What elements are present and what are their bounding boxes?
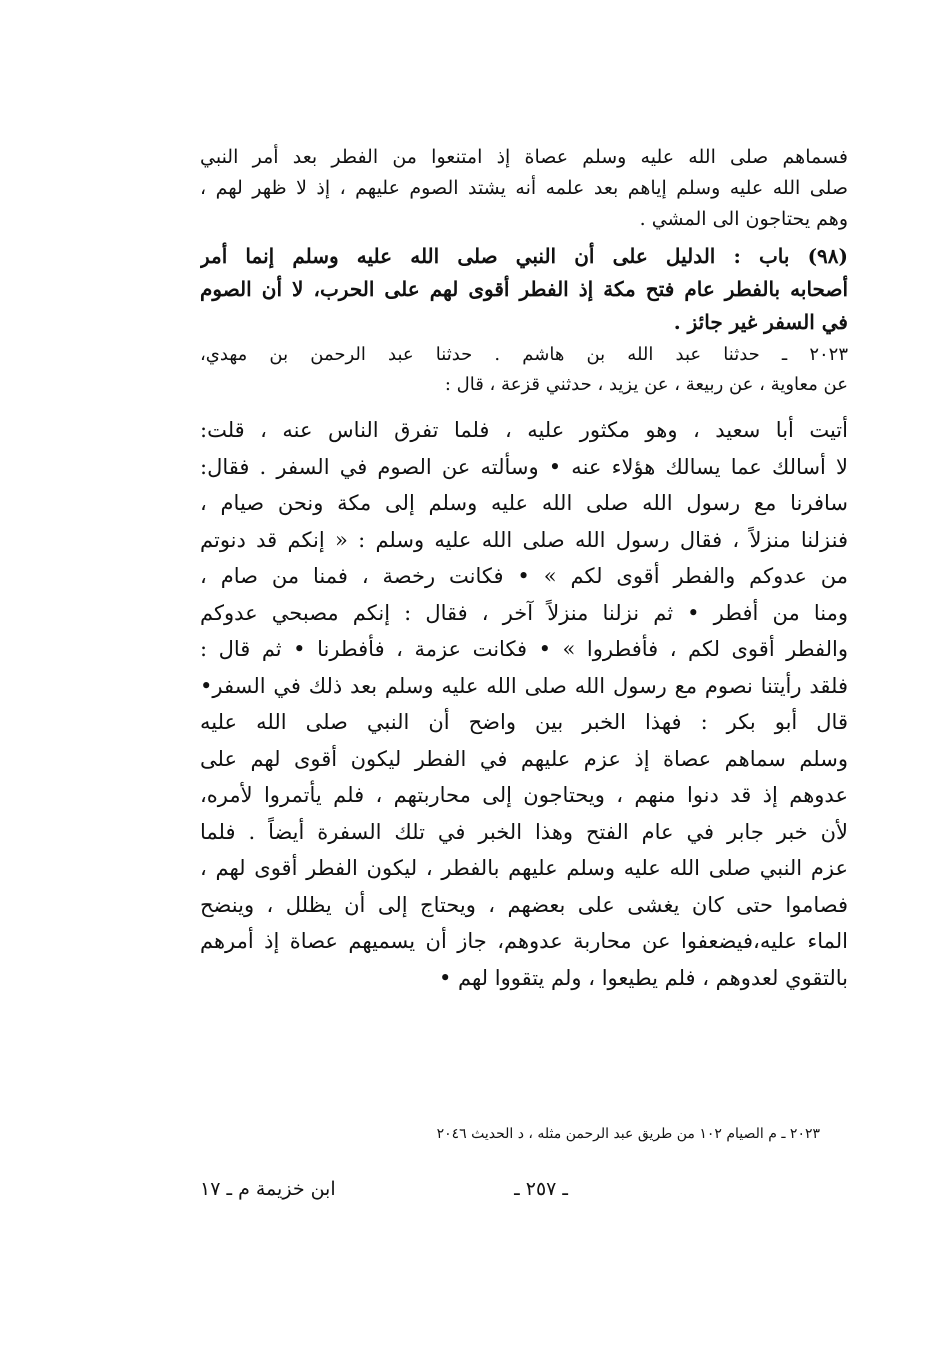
footnote: ٢٠٢٣ ـ م الصيام ١٠٢ من طريق عبد الرحمن مثله ، د الحديث ٢٠٤٦ [436, 1126, 820, 1142]
body-line: بالتقوي لعدوهم ، فلم يطيعوا ، ولم يتقووا لهم • [438, 965, 848, 990]
text-line: صلى الله عليه وسلم إياهم بعد علمه أنه يشتد الصوم عليهم ، إذ لا ظهر لهم ، [200, 177, 848, 199]
heading-line: في السفر غير جائز . [673, 310, 848, 334]
body-line: فلقد رأيتنا نصوم مع رسول الله صلى الله عليه وسلم بعد ذلك في السفر• [200, 673, 848, 698]
body-line: عزم النبي صلى الله عليه وسلم عليهم بالفطر ، ليكون الفطر أقوى لهم ، [200, 856, 848, 880]
chain-line: عن معاوية ، عن ربيعة ، عن يزيد ، حدثني قزعة ، قال : [444, 374, 848, 395]
body-line: سافرنا مع رسول الله صلى الله عليه وسلم إلى مكة ونحن صيام ، [200, 491, 848, 515]
heading-line: (٩٨) باب : الدليل على أن النبي صلى الله عليه وسلم إنما أمر [200, 244, 848, 268]
body-line: فصاموا حتى كان يغشى على بعضهم ، ويحتاج إلى أن يظلل ، وينضح [200, 892, 848, 917]
text-line: وهم يحتاجون الى المشي . [639, 208, 848, 230]
body-line: والفطر أقوى لكم ، فأفطروا » • فكانت عزمة ، فأفطرنا • ثم قال : [200, 637, 848, 661]
body-line: ومنا من أفطر • ثم نزلنا منزلاً آخر ، فقال : إنكم مصبحي عدوكم [200, 600, 848, 625]
book-signature: ابن خزيمة م ـ ١٧ [200, 1178, 336, 1200]
body-line: فنزلنا منزلاً ، فقال رسول الله صلى الله عليه وسلم : « إنكم قد دنوتم [200, 527, 848, 552]
chain-line: ٢٠٢٣ ـ حدثنا عبد الله بن هاشم . حدثنا عبد الرحمن بن مهدي، [200, 344, 848, 365]
text-line: فسماهم صلى الله عليه وسلم عصاة إذ امتنعوا من الفطر بعد أمر النبي [200, 146, 848, 168]
hadith-body [200, 412, 848, 996]
body-line: لا أسالك عما يسالك هؤلاء عنه • وسألته عن الصوم في السفر . فقال: [200, 454, 848, 479]
page-number: ـ ٢٥٧ ـ [514, 1178, 568, 1200]
hadith-chain [200, 340, 848, 400]
body-line: وسلم سماهم عصاة إذ عزم عليهم في الفطر ليكون أقوى لهم على [200, 746, 848, 771]
body-line: من عدوكم والفطر أقوى لكم » • فكانت رخصة ، فمنا من صام ، [200, 564, 848, 588]
body-line: أتيت أبا سعيد ، وهو مكثور عليه ، فلما تفرق الناس عنه ، قلت: [200, 418, 848, 442]
body-line: قال أبو بكر : فهذا الخبر بين واضح أن النبي صلى الله عليه [200, 710, 848, 734]
chapter-heading [200, 240, 848, 339]
heading-line: أصحابه بالفطر عام فتح مكة إذ الفطر أقوى لهم على الحرب، لا أن الصوم [200, 277, 848, 301]
body-line: عدوهم إذ قد دنوا منهم ، ويحتاجون إلى محاربتهم ، فلم يأتمروا لأمره، [200, 783, 848, 807]
body-line: لأن خبر جابر في عام الفتح وهذا الخبر في تلك السفرة أيضاً . فلما [200, 819, 848, 844]
body-line: الماء عليه،فيضعفوا عن محاربة عدوهم، جاز أن يسميهم عصاة إذ أمرهم [200, 929, 848, 953]
page-footer [200, 1178, 848, 1208]
intro-paragraph [200, 142, 848, 235]
